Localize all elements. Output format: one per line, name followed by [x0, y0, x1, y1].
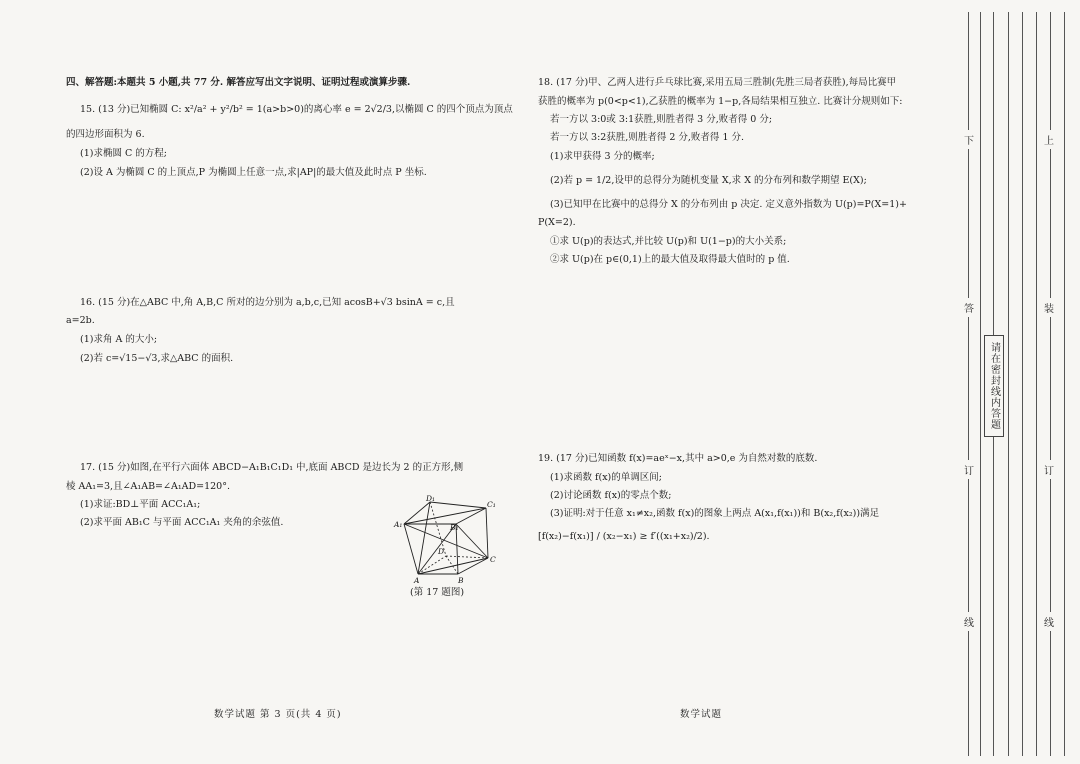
label-B1: B₁: [450, 523, 459, 532]
right-footer: 数学试题: [680, 709, 723, 720]
q18-sub2: ②求 U(p)在 p∈(0,1)上的最大值及取得最大值时的 p 值.: [550, 254, 790, 265]
left-page: [0, 0, 520, 764]
label-D1: D₁: [426, 494, 436, 503]
q18-part3b: P(X=2).: [538, 217, 576, 228]
binding-mark-left-2: 答: [964, 298, 974, 317]
q19-line1: 19. (17 分)已知函数 f(x)=aeˣ−x,其中 a>0,e 为自然对数的底数.: [538, 453, 818, 464]
q18-rule1: 若一方以 3:0或 3:1获胜,则胜者得 3 分,败者得 0 分;: [550, 114, 773, 125]
q18-part2: (2)若 p = 1/2,设甲的总得分为随机变量 X,求 X 的分布列和数学期望 E(X);: [550, 175, 867, 186]
q19-part2: (2)讨论函数 f(x)的零点个数;: [550, 490, 672, 501]
left-footer: 数学试题 第 3 页(共 4 页): [214, 709, 342, 720]
label-A: A: [414, 576, 420, 585]
binding-mark-right-2: 装: [1044, 298, 1054, 317]
binding-mark-right-4: 线: [1044, 612, 1054, 631]
q18-line2: 获胜的概率为 p(0<p<1),乙获胜的概率为 1−p,各局结果相互独立. 比赛计分规则如下:: [538, 96, 903, 107]
label-B: B: [458, 576, 464, 585]
binding-mark-right-3: 订: [1044, 460, 1054, 479]
q18-part1: (1)求甲获得 3 分的概率;: [550, 151, 655, 162]
q17-line1: 17. (15 分)如图,在平行六面体 ABCD−A₁B₁C₁D₁ 中,底面 ABCD 是边长为 2 的正方形,侧: [80, 462, 464, 473]
binding-mark-left-3: 订: [964, 460, 974, 479]
q16-part2: (2)若 c=√15−√3,求△ABC 的面积.: [80, 353, 234, 364]
q17-part2: (2)求平面 AB₁C 与平面 ACC₁A₁ 夹角的余弦值.: [80, 517, 284, 528]
q15-part2: (2)设 A 为椭圆 C 的上顶点,P 为椭圆上任意一点,求|AP|的最大值及此时点 P 坐标.: [80, 167, 427, 178]
q19-part3a: (3)证明:对于任意 x₁≠x₂,函数 f(x)的图象上两点 A(x₁,f(x₁))和 B(x₂,f(x₂))满足: [550, 508, 880, 519]
label-C1: C₁: [487, 500, 496, 509]
q17-part1: (1)求证:BD⊥平面 ACC₁A₁;: [80, 499, 201, 510]
q18-sub1: ①求 U(p)的表达式,并比较 U(p)和 U(1−p)的大小关系;: [550, 236, 787, 247]
binding-mark-left-4: 线: [964, 612, 974, 631]
q15-line2: 的四边形面积为 6.: [66, 129, 145, 140]
q16-part1: (1)求角 A 的大小;: [80, 334, 158, 345]
right-page: [520, 0, 960, 764]
label-A1: A₁: [394, 520, 403, 529]
binding-mark-left-1: 下: [964, 130, 974, 149]
binding-margin: [960, 0, 1080, 764]
q18-rule2: 若一方以 3:2获胜,则胜者得 2 分,败者得 1 分.: [550, 132, 745, 143]
q15-line1: 15. (13 分)已知椭圆 C: x²/a² + y²/b² = 1(a>b>0)的离心率 e = 2√2/3,以椭圆 C 的四个顶点为顶点: [80, 104, 513, 115]
figure-caption: (第 17 题图): [410, 587, 465, 598]
q19-part3b: [f(x₂)−f(x₁)] / (x₂−x₁) ≥ f′((x₁+x₂)/2).: [538, 531, 710, 542]
q18-part3a: (3)已知甲在比赛中的总得分 X 的分布列由 p 决定. 定义意外指数为 U(p)=P(X=1)+: [550, 199, 907, 210]
seal-line-notice: 请在密封线内答题: [984, 335, 1004, 437]
q16-line2: a=2b.: [66, 315, 95, 326]
q16-line1: 16. (15 分)在△ABC 中,角 A,B,C 所对的边分别为 a,b,c,已知 acosB+√3 bsinA = c,且: [80, 297, 455, 308]
binding-mark-right-1: 上: [1044, 130, 1054, 149]
section-heading: 四、解答题:本题共 5 小题,共 77 分. 解答应写出文字说明、证明过程或演算步骤.: [66, 77, 411, 88]
q19-part1: (1)求函数 f(x)的单调区间;: [550, 472, 662, 483]
q18-line1: 18. (17 分)甲、乙两人进行乒乓球比赛,采用五局三胜制(先胜三局者获胜),每局比赛甲: [538, 77, 897, 88]
label-D: D: [438, 547, 445, 556]
q15-part1: (1)求椭圆 C 的方程;: [80, 148, 167, 159]
q17-line2: 棱 AA₁=3,且∠A₁AB=∠A₁AD=120°.: [66, 481, 230, 492]
label-C: C: [490, 555, 496, 564]
